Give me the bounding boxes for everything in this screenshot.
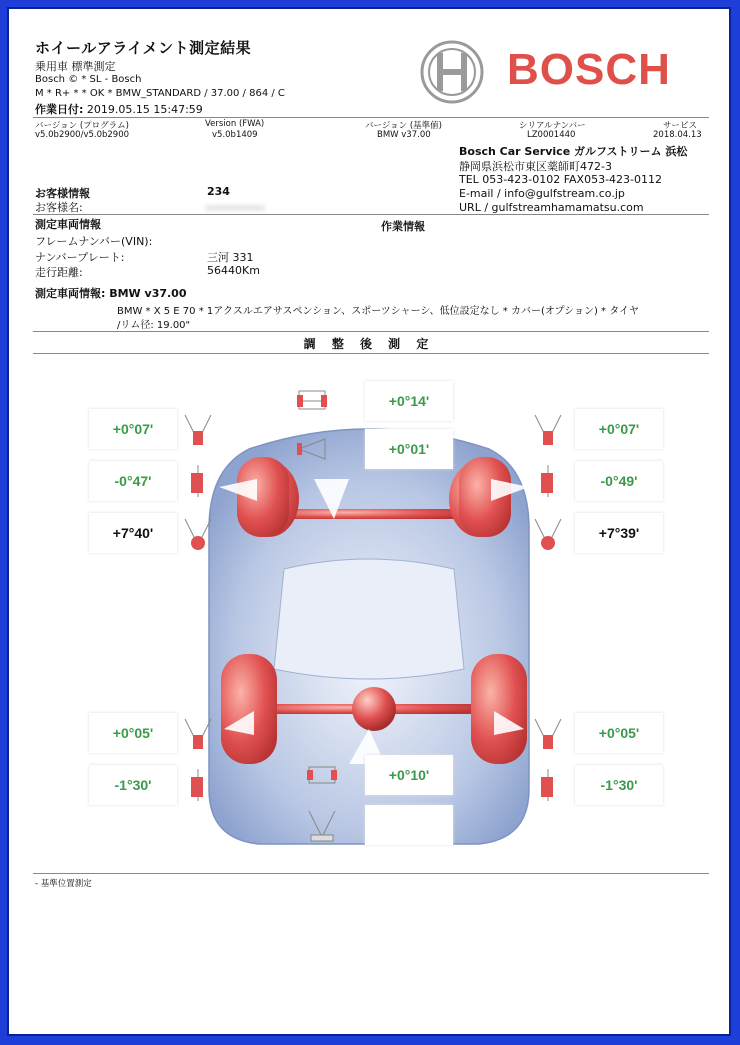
rear-right-camber-icon [531,765,565,805]
front-toe-total-icon [295,381,329,421]
divider [33,117,709,118]
front-right-toe-icon [531,409,565,449]
serial-label: シリアルナンバー [519,121,586,131]
rear-right-camber-value: -1°30' [575,765,663,805]
front-left-camber-icon [181,461,215,501]
vehicle-model-desc-line1: BMW * X 5 E 70 * 1アクスルエアサスペンション、スポーツシャーシ、低位設定なし * カバー(オプション) * タイヤ [117,306,640,317]
divider [33,353,709,354]
divider [33,873,709,874]
redacted-name [205,205,265,211]
config-string: M * R+ * * OK * BMW_STANDARD / 37.00 / 864 / C [35,88,285,99]
plate-label: ナンバープレート: [35,251,125,264]
customer-name-label: お客様名: [35,201,83,214]
measurement-heading: 調 整 後 測 定 [303,337,435,351]
divider [33,331,709,332]
shop-url: URL / gulfstreamhamamatsu.com [459,201,644,214]
program-id: Bosch © * SL - Bosch [35,74,142,85]
version-fwa-label: Version (FWA) [205,119,265,129]
front-right-toe-value: +0°07' [575,409,663,449]
shop-address: 静岡県浜松市東区薬師町472-3 [459,160,612,173]
rear-axle-icon [305,805,339,845]
vehicle-model-desc-line2: /リム径: 19.00" [117,320,191,331]
service-value: 2018.04.13 [653,130,702,140]
front-setback-value: +0°01' [365,429,453,469]
report-title: ホイールアライメント測定結果 [35,39,252,57]
vin-label: フレームナンバー(VIN): [35,235,153,248]
rear-left-camber-icon [181,765,215,805]
footer-note: - 基準位置測定 [35,879,92,889]
rear-right-toe-icon [531,713,565,753]
front-left-toe-icon [181,409,215,449]
rear-left-toe-icon [181,713,215,753]
shop-name: Bosch Car Service ガルフストリーム 浜松 [459,145,688,158]
mileage-label: 走行距離: [35,266,83,279]
plate-value: 三河 331 [207,251,254,264]
work-info-label: 作業情報 [381,220,425,233]
version-fwa-value: v5.0b1409 [212,130,258,140]
rear-left-camber-value: -1°30' [89,765,177,805]
mileage-value: 56440Km [207,264,260,277]
vehicle-section-label: 測定車両情報 [35,218,101,231]
front-total-toe-value: +0°14' [365,381,453,421]
vehicle-type: 乗用車 標準測定 [35,60,116,73]
customer-info-label: お客様情報 [35,187,90,200]
shop-email: E-mail / info@gulfstream.co.jp [459,187,625,200]
rear-thrust-icon [305,755,339,795]
front-left-caster-value: +7°40' [89,513,177,553]
service-label: サービス [663,121,698,131]
shop-phone: TEL 053-423-0102 FAX053-423-0112 [459,173,663,186]
report-page [7,7,731,1036]
version-reference-value: BMW v37.00 [377,130,431,140]
customer-info-value: 234 [207,185,230,198]
rear-axle-value-box [365,805,453,845]
version-program-label: バージョン (プログラム) [35,121,129,131]
front-left-camber-value: -0°47' [89,461,177,501]
front-left-toe-value: +0°07' [89,409,177,449]
work-date-label: 作業日付: [35,103,84,116]
version-program-value: v5.0b2900/v5.0b2900 [35,130,130,140]
front-right-camber-icon [531,461,565,501]
serial-value: LZ0001440 [527,130,576,140]
rear-left-toe-value: +0°05' [89,713,177,753]
work-date-value: 2019.05.15 15:47:59 [86,103,203,116]
front-setback-icon [295,429,329,469]
bosch-brand: BOSCH [507,45,671,94]
front-right-caster-value: +7°39' [575,513,663,553]
work-date [35,101,203,117]
vehicle-model-label: 測定車両情報: BMW v37.00 [35,287,187,300]
rear-right-toe-value: +0°05' [575,713,663,753]
front-right-caster-icon [531,513,565,553]
divider [33,214,709,215]
version-reference-label: バージョン (基準値) [365,121,442,131]
front-right-camber-value: -0°49' [575,461,663,501]
bosch-armature-logo-icon [419,39,485,105]
front-left-caster-icon [181,513,215,553]
rear-thrust-value: +0°10' [365,755,453,795]
